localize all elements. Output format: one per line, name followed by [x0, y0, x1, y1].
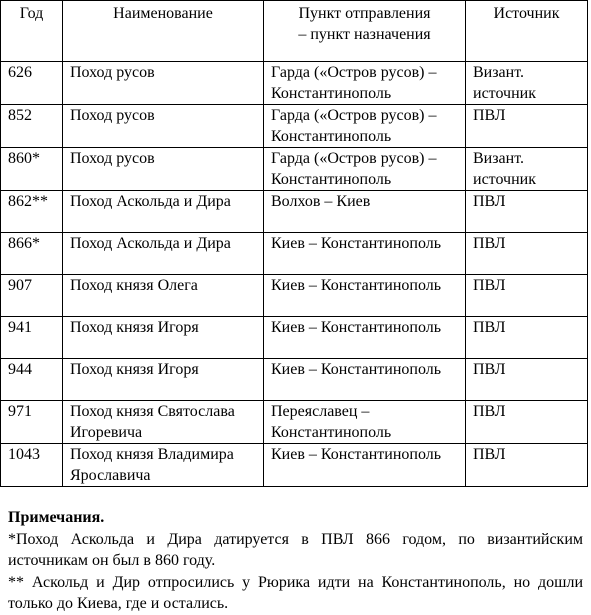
cell-source: ПВЛ: [466, 233, 588, 275]
table-row: [1, 401, 588, 444]
cell-name: Поход русов: [63, 62, 264, 105]
cell-source: ПВЛ: [466, 105, 588, 148]
cell-name: Поход князя Игоря: [63, 359, 264, 401]
cell-route: Гарда («Остров русов) – Константинополь: [264, 105, 466, 148]
cell-source: ПВЛ: [466, 444, 588, 487]
cell-route: Киев – Константинополь: [264, 317, 466, 359]
cell-source: ПВЛ: [466, 317, 588, 359]
cell-year: 1043: [1, 444, 63, 487]
notes-section: [8, 507, 583, 615]
cell-route: Гарда («Остров русов) – Константинополь: [264, 62, 466, 105]
cell-year: 866*: [1, 233, 63, 275]
cell-name: Поход Аскольда и Дира: [63, 191, 264, 233]
table-row: [1, 275, 588, 317]
header-route-line1: Пункт отправления: [298, 5, 431, 22]
cell-source: ПВЛ: [466, 359, 588, 401]
cell-year: 907: [1, 275, 63, 317]
cell-route: Киев – Константинополь: [264, 233, 466, 275]
table-header-row: [1, 1, 588, 62]
cell-name: Поход князя Игоря: [63, 317, 264, 359]
cell-route: Киев – Константинополь: [264, 275, 466, 317]
header-route-line2: – пункт назначения: [298, 26, 431, 43]
cell-year: 860*: [1, 148, 63, 191]
cell-route: Волхов – Киев: [264, 191, 466, 233]
header-year: Год: [1, 1, 63, 62]
cell-source: Визант. источник: [466, 62, 588, 105]
cell-source: ПВЛ: [466, 191, 588, 233]
cell-name: Поход князя Олега: [63, 275, 264, 317]
cell-year: 941: [1, 317, 63, 359]
cell-route: Переяславец – Константинополь: [264, 401, 466, 444]
cell-name: Поход русов: [63, 148, 264, 191]
table-row: [1, 444, 588, 487]
cell-source: ПВЛ: [466, 275, 588, 317]
table-row: [1, 148, 588, 191]
notes-title: Примечания.: [8, 509, 105, 526]
cell-year: 626: [1, 62, 63, 105]
table-row: [1, 191, 588, 233]
cell-route: Гарда («Остров русов) – Константинополь: [264, 148, 466, 191]
note-item: ** Аскольд и Дир отпросились у Рюрика идти на Константинополь, но дошли только до Киева, где и остались.: [8, 573, 583, 612]
header-route: [264, 1, 466, 62]
cell-name: Поход князя Святослава Игоревича: [63, 401, 264, 444]
cell-year: 971: [1, 401, 63, 444]
cell-year: 862**: [1, 191, 63, 233]
cell-route: Киев – Константинополь: [264, 444, 466, 487]
cell-source: Визант. источник: [466, 148, 588, 191]
table-row: [1, 105, 588, 148]
cell-year: 852: [1, 105, 63, 148]
cell-route: Киев – Константинополь: [264, 359, 466, 401]
header-source: Источник: [466, 1, 588, 62]
table-row: [1, 317, 588, 359]
note-item: *Поход Аскольда и Дира датируется в ПВЛ 866 годом, по византийским источникам он был в 860 году.: [8, 530, 583, 569]
cell-year: 944: [1, 359, 63, 401]
cell-name: Поход князя Владимира Ярославича: [63, 444, 264, 487]
cell-name: Поход Аскольда и Дира: [63, 233, 264, 275]
table-row: [1, 359, 588, 401]
table-row: [1, 233, 588, 275]
cell-name: Поход русов: [63, 105, 264, 148]
cell-source: ПВЛ: [466, 401, 588, 444]
header-name: Наименование: [63, 1, 264, 62]
table-row: [1, 62, 588, 105]
